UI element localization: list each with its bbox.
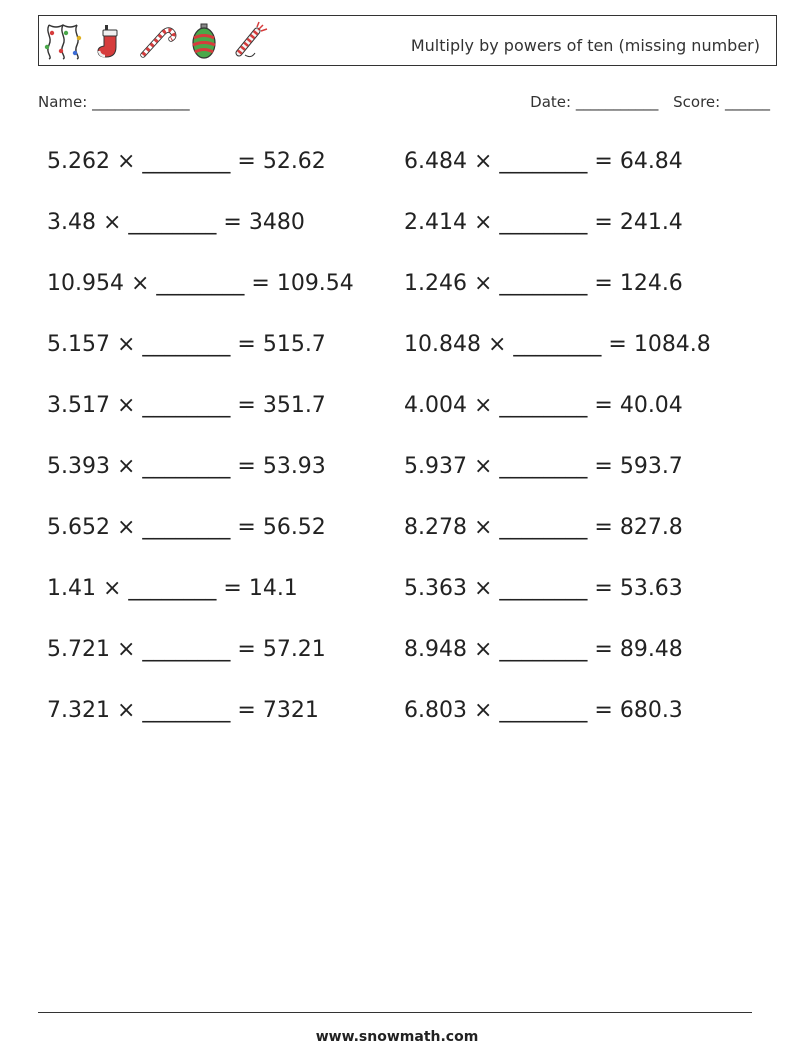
date-label: Date: [530,93,572,111]
problem-row [47,510,767,571]
name-field [38,93,190,111]
footer-divider [38,1012,752,1013]
problem: 8.948 × ________ = 89.48 [404,637,683,662]
problem-row [47,693,767,754]
problem-row [47,571,767,632]
problem-row [47,266,767,327]
problem: 5.937 × ________ = 593.7 [404,454,683,479]
problem-row [47,449,767,510]
problem: 8.278 × ________ = 827.8 [404,515,683,540]
date-blank[interactable]: ___________ [575,93,659,111]
firecracker-icon [231,21,271,61]
problem-row [47,327,767,388]
footer-url[interactable]: www.snowmath.com [315,1029,479,1045]
problem: 5.393 × ________ = 53.93 [47,454,326,479]
candy-cane-icon [137,21,177,61]
problem: 7.321 × ________ = 7321 [47,698,319,723]
problem-row [47,632,767,693]
problem: 2.414 × ________ = 241.4 [404,210,683,235]
problem: 5.157 × ________ = 515.7 [47,332,326,357]
problem: 3.517 × ________ = 351.7 [47,393,326,418]
stocking-icon [90,21,130,61]
problem-grid [47,144,767,754]
worksheet-header [38,15,777,66]
problem: 6.803 × ________ = 680.3 [404,698,683,723]
name-label: Name: [38,93,88,111]
score-label: Score: [673,93,721,111]
worksheet-title: Multiply by powers of ten (missing number) [410,36,760,55]
problem: 10.954 × ________ = 109.54 [47,271,354,296]
problem: 1.246 × ________ = 124.6 [404,271,683,296]
problem: 4.004 × ________ = 40.04 [404,393,683,418]
name-blank[interactable]: _____________ [92,93,190,111]
problem: 3.48 × ________ = 3480 [47,210,305,235]
problem: 5.721 × ________ = 57.21 [47,637,326,662]
problem-row [47,205,767,266]
problem-row [47,144,767,205]
date-score-fields [530,93,770,111]
problem-row [47,388,767,449]
string-lights-icon [43,21,83,61]
header-icons [43,21,278,61]
problem: 10.848 × ________ = 1084.8 [404,332,711,357]
problem: 6.484 × ________ = 64.84 [404,149,683,174]
score-blank[interactable]: ______ [725,93,770,111]
ornament-icon [184,21,224,61]
problem: 1.41 × ________ = 14.1 [47,576,298,601]
problem: 5.652 × ________ = 56.52 [47,515,326,540]
problem: 5.363 × ________ = 53.63 [404,576,683,601]
problem: 5.262 × ________ = 52.62 [47,149,326,174]
